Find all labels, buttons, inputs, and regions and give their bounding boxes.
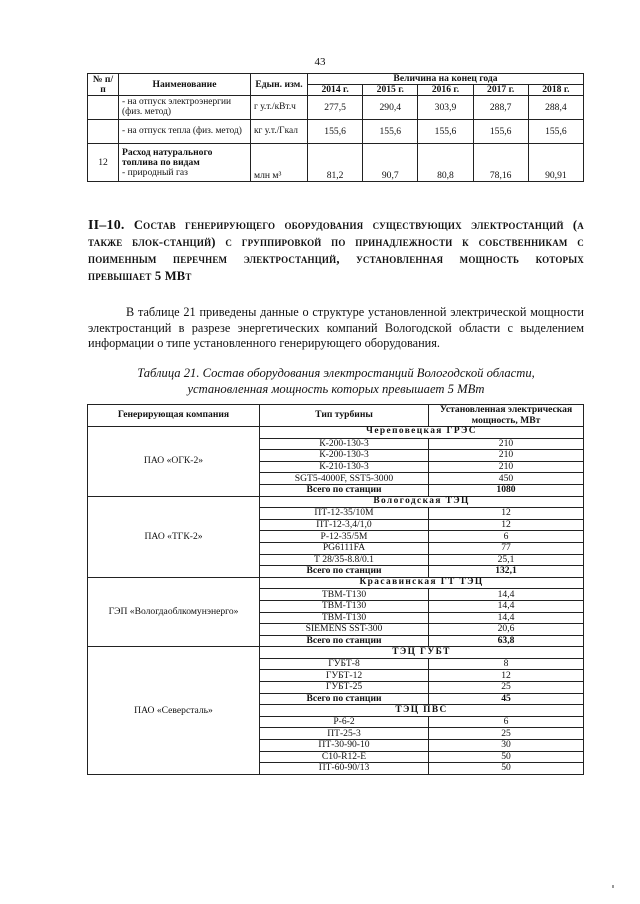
- caption-line: установленная мощность которых превышает 5 МВт: [187, 382, 485, 396]
- turbine-type: PG6111FA: [260, 542, 429, 554]
- installed-power: 14,4: [429, 612, 584, 624]
- header-num: № п/п: [88, 74, 119, 96]
- header-year: 2015 г.: [363, 85, 418, 96]
- row-name: - природный газ: [122, 166, 188, 178]
- company-name: ПАО «ТГК-2»: [88, 496, 260, 577]
- installed-power: 14,4: [429, 600, 584, 612]
- row-value: 155,6: [363, 120, 418, 144]
- table-row: [88, 120, 584, 144]
- row-name: - на отпуск тепла (физ. метод): [119, 120, 251, 144]
- total-value: 1080: [429, 484, 584, 496]
- installed-power: 210: [429, 461, 584, 473]
- row-unit: кг у.т./Гкал: [251, 120, 308, 144]
- section-number: II–10.: [88, 218, 125, 233]
- row-value: 290,4: [363, 96, 418, 120]
- row-value: 155,6: [528, 120, 583, 144]
- station-header-row: [88, 647, 584, 659]
- installed-power: 50: [429, 751, 584, 763]
- row-num: [88, 120, 119, 144]
- row-value: 78,16: [473, 144, 528, 182]
- total-label: Всего по станции: [260, 635, 429, 647]
- scan-speck: [612, 885, 614, 888]
- station-name: Красавинская ГТ ТЭЦ: [260, 577, 584, 589]
- turbine-type: Р-12-35/5М: [260, 531, 429, 543]
- header-turbine: Тип турбины: [260, 405, 429, 427]
- row-unit: млн м³: [251, 144, 308, 182]
- turbine-type: ПТ-25-3: [260, 728, 429, 740]
- turbine-type: ТВМ-Т130: [260, 589, 429, 601]
- header-year: 2018 г.: [528, 85, 583, 96]
- row-value: 155,6: [418, 120, 473, 144]
- turbine-type: ГУБТ-25: [260, 682, 429, 694]
- caption-line: Таблица 21. Состав оборудования электростанций Вологодской области,: [137, 366, 535, 380]
- installed-power: 210: [429, 438, 584, 450]
- table-row: [88, 144, 584, 182]
- header-name: Наименование: [119, 74, 251, 96]
- installed-power: 20,6: [429, 624, 584, 636]
- header-value-group: Величина на конец года: [308, 74, 584, 85]
- turbine-type: ТВМ-Т130: [260, 612, 429, 624]
- row-value: 155,6: [308, 120, 363, 144]
- installed-power: 50: [429, 763, 584, 775]
- row-name: - на отпуск электроэнергии (физ. метод): [119, 96, 251, 120]
- company-name: ПАО «ОГК-2»: [88, 427, 260, 497]
- row-num: [88, 96, 119, 120]
- total-value: 63,8: [429, 635, 584, 647]
- body-paragraph: В таблице 21 приведены данные о структуре установленной электрической мощности электростанций в разрезе энергетических компаний Вологодской области с выделением информации о типе установленного генерирующего оборудования.: [88, 305, 584, 350]
- station-header-row: [88, 427, 584, 439]
- installed-power: 12: [429, 508, 584, 520]
- installed-power: 450: [429, 473, 584, 485]
- turbine-type: SIEMENS SST-300: [260, 624, 429, 636]
- table-caption: [88, 365, 584, 397]
- row-value: 277,5: [308, 96, 363, 120]
- table-row: [88, 96, 584, 120]
- installed-power: 25: [429, 682, 584, 694]
- header-company: Генерирующая компания: [88, 405, 260, 427]
- installed-power: 25,1: [429, 554, 584, 566]
- header-year: 2017 г.: [473, 85, 528, 96]
- turbine-type: ПТ-12-35/10М: [260, 508, 429, 520]
- station-header-row: [88, 496, 584, 508]
- installed-power: 25: [429, 728, 584, 740]
- turbine-type: ПТ-12-3,4/1,0: [260, 519, 429, 531]
- page-number: 43: [314, 56, 326, 68]
- turbine-type: SGT5-4000F, SST5-3000: [260, 473, 429, 485]
- total-value: 132,1: [429, 566, 584, 578]
- station-name: Вологодская ТЭЦ: [260, 496, 584, 508]
- station-name: ТЭЦ ГУБТ: [260, 647, 584, 659]
- installed-power: 8: [429, 658, 584, 670]
- row-value: 90,91: [528, 144, 583, 182]
- turbine-type: ПТ-60-90/13: [260, 763, 429, 775]
- installed-power: 30: [429, 740, 584, 752]
- turbine-type: К-210-130-3: [260, 461, 429, 473]
- station-name: Череповецкая ГРЭС: [260, 427, 584, 439]
- installed-power: 12: [429, 519, 584, 531]
- station-header-row: [88, 577, 584, 589]
- section-heading: [88, 217, 584, 285]
- turbine-type: Р-6-2: [260, 716, 429, 728]
- company-name: ГЭП «Вологдаоблкомунэнерго»: [88, 577, 260, 647]
- turbine-type: К-200-130-3: [260, 438, 429, 450]
- turbine-type: ГУБТ-8: [260, 658, 429, 670]
- row-value: 155,6: [473, 120, 528, 144]
- header-year: 2014 г.: [308, 85, 363, 96]
- header-year: 2016 г.: [418, 85, 473, 96]
- row-unit: г у.т./кВт.ч: [251, 96, 308, 120]
- turbine-type: С10-R12-E: [260, 751, 429, 763]
- row-value: 303,9: [418, 96, 473, 120]
- generating-equipment-table: [87, 404, 584, 775]
- row-value: 288,4: [528, 96, 583, 120]
- installed-power: 12: [429, 670, 584, 682]
- installed-power: 77: [429, 542, 584, 554]
- section-title: Состав генерирующего оборудования существующих электростанций (а также блок-станций) с группировкой по принадлежности к собственникам с поименным перечнем электростанций, установленная мощность которых превышает 5 МВт: [88, 218, 584, 283]
- company-name: ПАО «Северсталь»: [88, 647, 260, 775]
- station-name: ТЭЦ ПВС: [260, 705, 584, 717]
- installed-power: 6: [429, 716, 584, 728]
- installed-power: 14,4: [429, 589, 584, 601]
- row-value: 80,8: [418, 144, 473, 182]
- total-label: Всего по станции: [260, 693, 429, 705]
- row-title: Расход натурального топлива по видам: [122, 146, 213, 168]
- total-label: Всего по станции: [260, 484, 429, 496]
- turbine-type: ТВМ-Т130: [260, 600, 429, 612]
- header-power: Установленная электрическая мощность, МВт: [429, 405, 584, 427]
- row-name-cell: [119, 144, 251, 182]
- installed-power: 6: [429, 531, 584, 543]
- header-unit: Едын. изм.: [251, 74, 308, 96]
- installed-power: 210: [429, 450, 584, 462]
- turbine-type: К-200-130-3: [260, 450, 429, 462]
- row-value: 90,7: [363, 144, 418, 182]
- turbine-type: ПТ-30-90-10: [260, 740, 429, 752]
- turbine-type: Т 28/35-8.8/0.1: [260, 554, 429, 566]
- total-value: 45: [429, 693, 584, 705]
- turbine-type: ГУБТ-12: [260, 670, 429, 682]
- row-value: 288,7: [473, 96, 528, 120]
- row-num: 12: [88, 144, 119, 182]
- total-label: Всего по станции: [260, 566, 429, 578]
- row-value: 81,2: [308, 144, 363, 182]
- fuel-consumption-table: [87, 73, 584, 182]
